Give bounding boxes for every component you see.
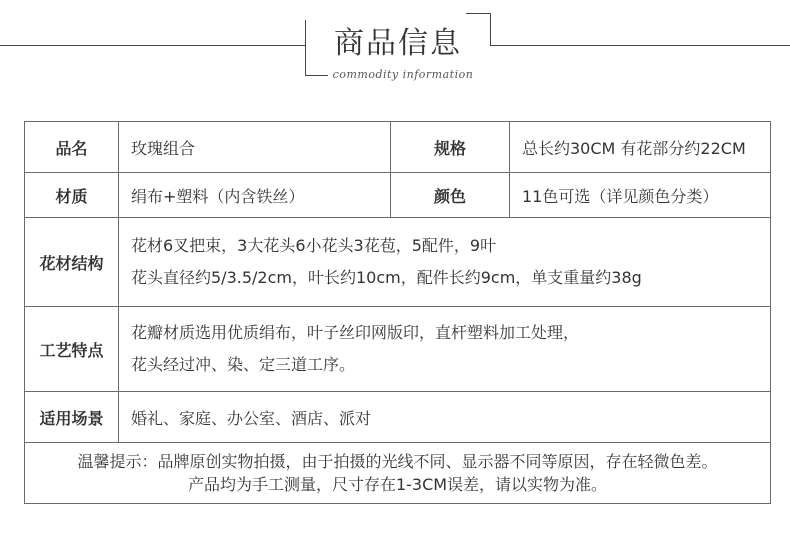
craft-line-2: 花头经过冲、染、定三道工序。 — [131, 355, 356, 374]
table-row — [25, 173, 771, 218]
structure-line-1: 花材6叉把束，3大花头6小花头3花苞，5配件，9叶 — [131, 236, 497, 255]
usage-value: 婚礼、家庭、办公室、酒店、派对 — [119, 392, 771, 443]
note-cell — [25, 443, 771, 504]
note-line-1: 温馨提示：品牌原创实物拍摄，由于拍摄的光线不同、显示器不同等原因，存在轻微色差。 — [77, 452, 718, 471]
structure-value — [119, 218, 771, 307]
table-row — [25, 307, 771, 392]
color-value: 11色可选（详见颜色分类） — [510, 173, 771, 218]
spec-label: 规格 — [391, 122, 510, 173]
header-bracket-left — [305, 20, 328, 76]
page-title: 商品信息 — [334, 26, 462, 61]
table-row — [25, 392, 771, 443]
usage-label: 适用场景 — [25, 392, 119, 443]
craft-line-1: 花瓣材质选用优质绢布，叶子丝印网版印，直杆塑料加工处理， — [131, 323, 580, 342]
header-rule-right — [490, 45, 790, 46]
name-label: 品名 — [25, 122, 119, 173]
color-label: 颜色 — [391, 173, 510, 218]
material-value: 绢布+塑料（内含铁丝） — [119, 173, 391, 218]
header-bracket-right — [466, 13, 491, 46]
page-subtitle: commodity information — [332, 68, 474, 81]
note-line-2: 产品均为手工测量，尺寸存在1-3CM误差，请以实物为准。 — [187, 475, 608, 494]
craft-value — [119, 307, 771, 392]
table-row — [25, 122, 771, 173]
product-info-table — [24, 121, 771, 504]
table-row — [25, 443, 771, 504]
material-label: 材质 — [25, 173, 119, 218]
structure-line-2: 花头直径约5/3.5/2cm，叶长约10cm，配件长约9cm，单支重量约38g — [131, 268, 642, 287]
craft-label: 工艺特点 — [25, 307, 119, 392]
table-row — [25, 218, 771, 307]
structure-label: 花材结构 — [25, 218, 119, 307]
spec-value: 总长约30CM 有花部分约22CM — [510, 122, 771, 173]
name-value: 玫瑰组合 — [119, 122, 391, 173]
header-rule-left — [0, 45, 305, 46]
